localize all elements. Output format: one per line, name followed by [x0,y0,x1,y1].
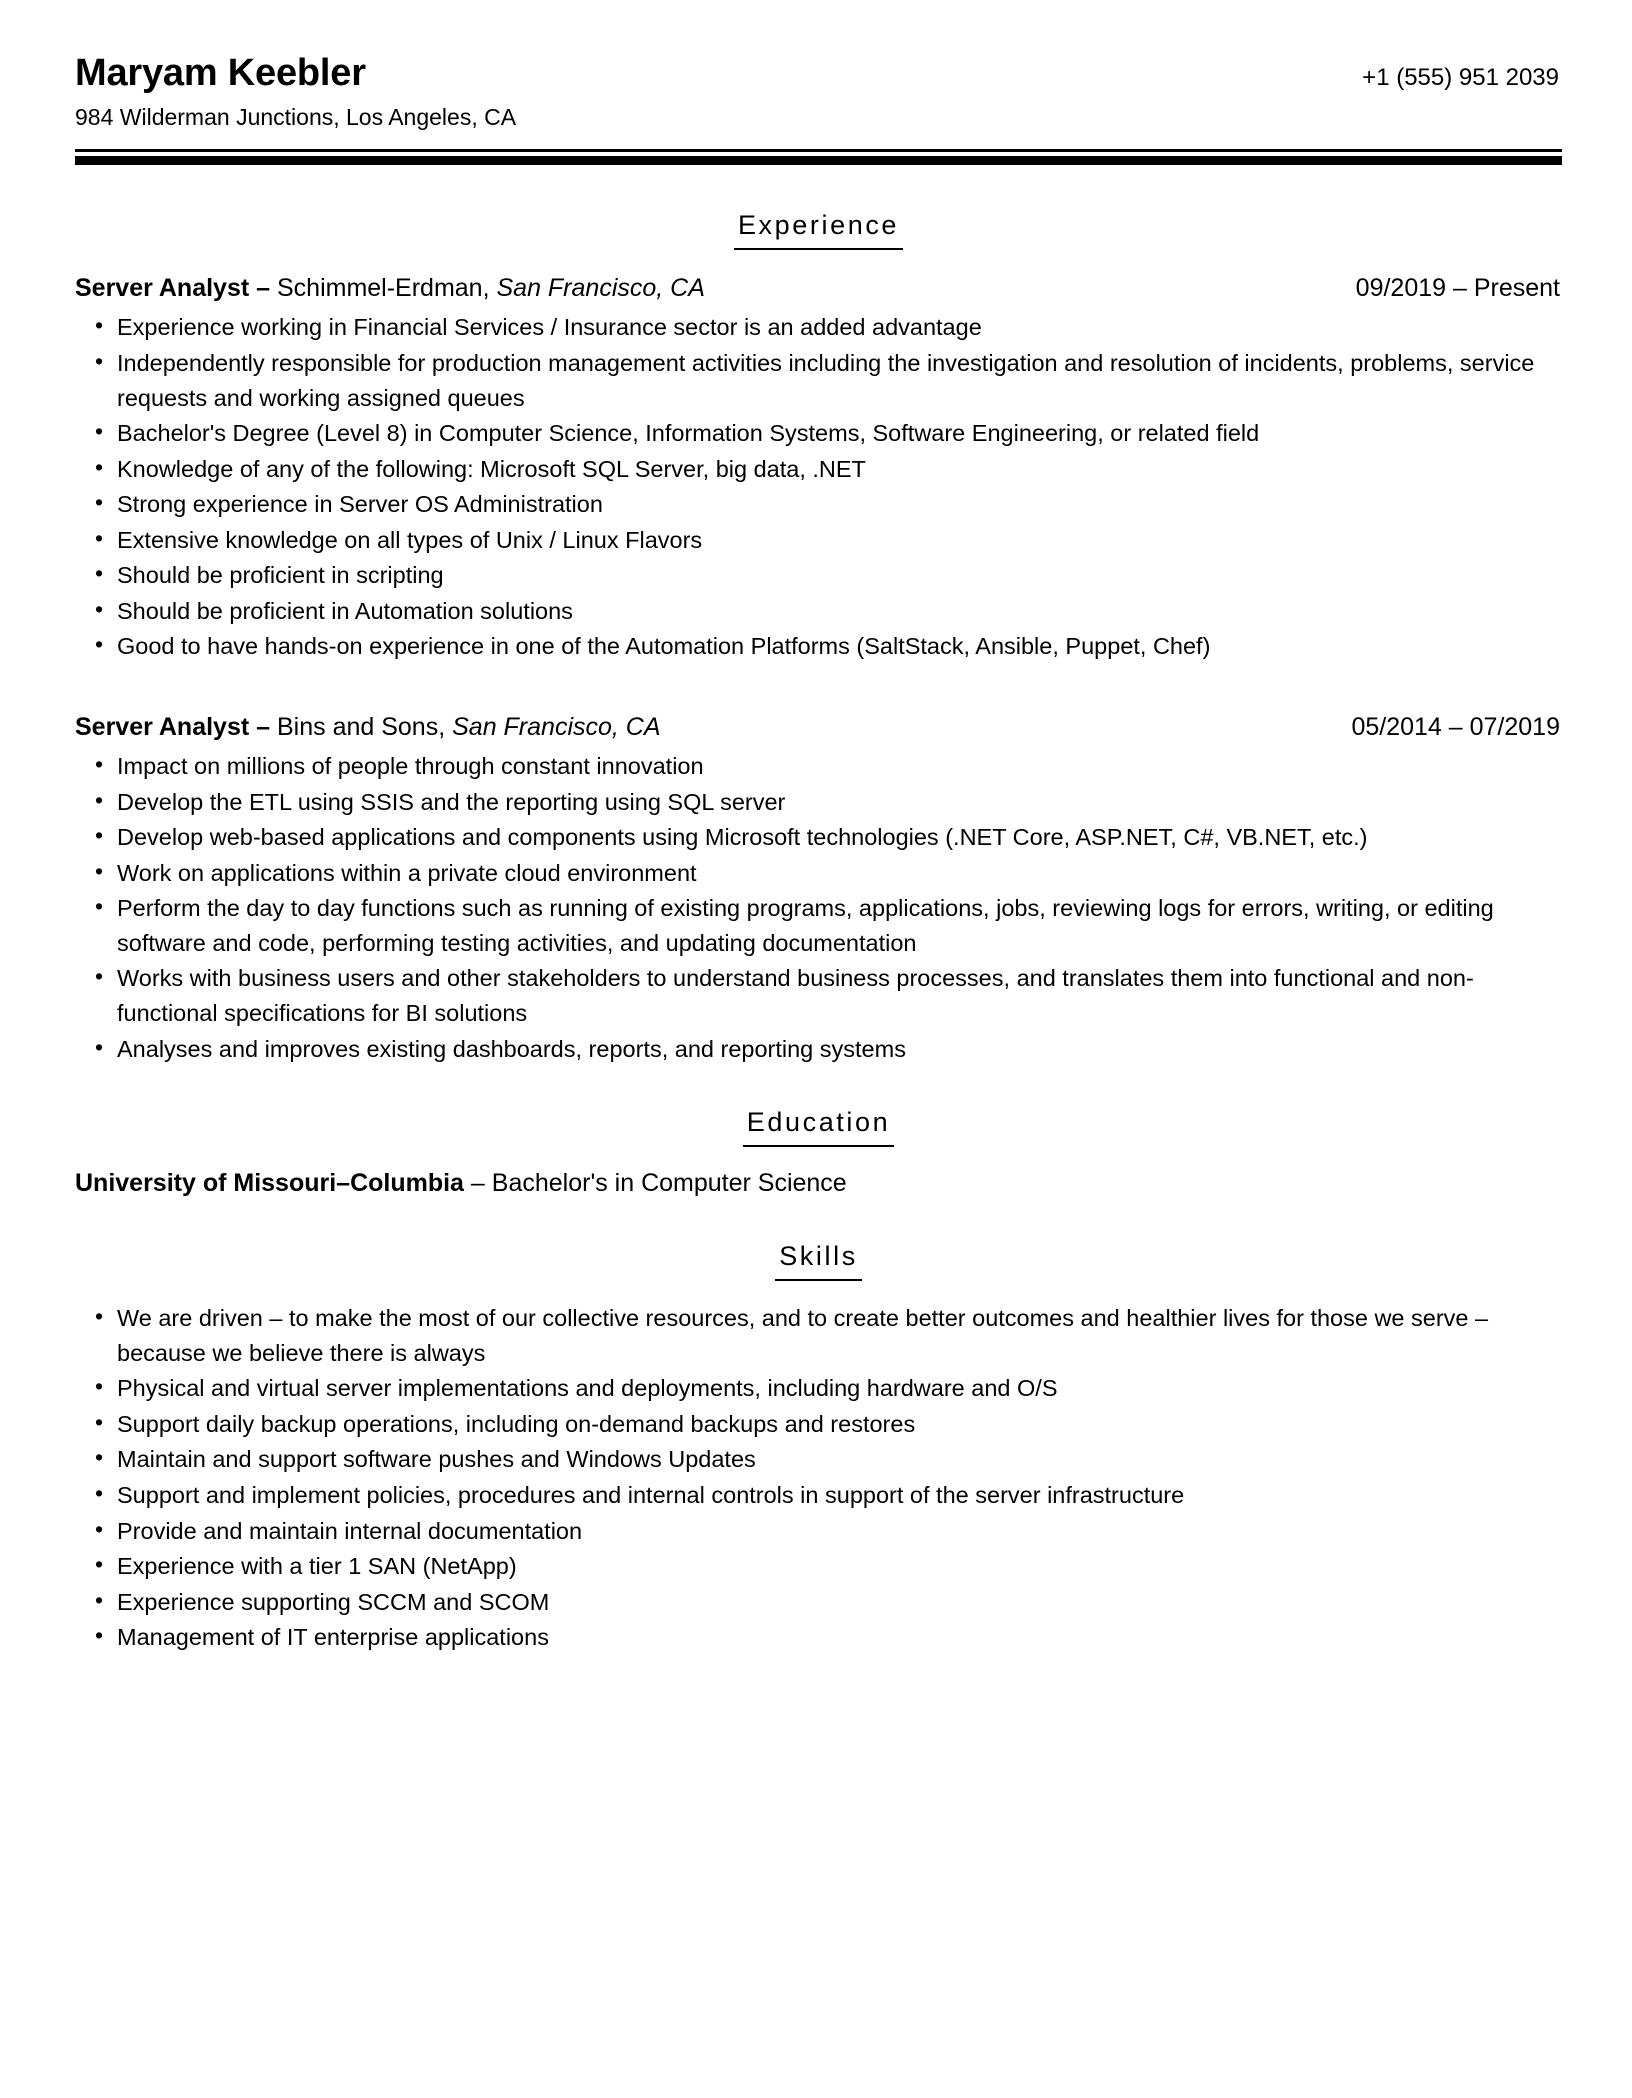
list-item: • Physical and virtual server implementations and deployments, including hardware and O/S [75,1371,1562,1406]
experience-entry-title [75,272,705,305]
job-separator: – [256,273,277,302]
list-item: • Good to have hands-on experience in one of the Automation Platforms (SaltStack, Ansible, Puppet, Chef) [75,629,1562,664]
job-role: Server Analyst [75,273,257,302]
job-company: Schimmel-Erdman, [276,273,497,302]
list-item: • Perform the day to day functions such as running of existing programs, applications, jobs, reviewing logs for errors, writing, or editing software and code, performing testing activities, and updating documentation [75,891,1562,960]
list-item: • Should be proficient in scripting [75,558,1562,593]
section-heading-education [75,1106,1562,1147]
candidate-phone: +1 (555) 951 2039 [1362,64,1559,91]
list-item: • Extensive knowledge on all types of Unix / Linux Flavors [75,523,1562,558]
list-item: • Bachelor's Degree (Level 8) in Computer Science, Information Systems, Software Engineering, or related field [75,416,1562,451]
list-item: • Analyses and improves existing dashboards, reports, and reporting systems [75,1032,1562,1067]
experience-entry-spacer [75,665,1562,707]
list-item: • Experience working in Financial Services / Insurance sector is an added advantage [75,310,1562,345]
section-heading-experience-label: Experience [734,209,903,250]
education-entry [75,1167,1562,1200]
list-item: • Work on applications within a private cloud environment [75,856,1562,891]
section-heading-education-label: Education [743,1106,895,1147]
list-item: • Experience with a tier 1 SAN (NetApp) [75,1549,1562,1584]
header-top-row [75,52,1562,95]
experience-entry-title [75,711,661,744]
candidate-address: 984 Wilderman Junctions, Los Angeles, CA [75,103,517,130]
header-divider [75,149,1562,165]
job-company: Bins and Sons, [276,712,453,741]
job-location: San Francisco, CA [496,273,705,302]
list-item: • Develop the ETL using SSIS and the reporting using SQL server [75,785,1562,820]
section-heading-skills-label: Skills [775,1240,862,1281]
list-item: • Knowledge of any of the following: Microsoft SQL Server, big data, .NET [75,452,1562,487]
education-degree: – Bachelor's in Computer Science [470,1169,847,1198]
list-item: • Provide and maintain internal documentation [75,1514,1562,1549]
job-role: Server Analyst [75,712,257,741]
list-item: • Support daily backup operations, including on-demand backups and restores [75,1407,1562,1442]
job-location: San Francisco, CA [452,712,661,741]
education-school: University of Missouri–Columbia [75,1169,471,1198]
candidate-name: Maryam Keebler [75,52,366,94]
section-heading-skills [75,1240,1562,1281]
list-item: • Should be proficient in Automation solutions [75,594,1562,629]
list-item: • Develop web-based applications and components using Microsoft technologies (.NET Core, ASP.NET, C#, VB.NET, etc.) [75,820,1562,855]
job-separator: – [256,712,277,741]
list-item: • Maintain and support software pushes and Windows Updates [75,1442,1562,1477]
section-heading-experience [75,209,1562,250]
job-dates: 09/2019 – Present [1355,273,1560,302]
resume-header [75,52,1562,165]
list-item: • Experience supporting SCCM and SCOM [75,1585,1562,1620]
list-item: • Impact on millions of people through constant innovation [75,749,1562,784]
list-item: • Independently responsible for production management activities including the investigation and resolution of incidents, problems, service requests and working assigned queues [75,346,1562,415]
list-item: • Strong experience in Server OS Administration [75,487,1562,522]
experience-entry [75,711,1562,1066]
skills-bullet-list [75,1301,1562,1654]
list-item: • Management of IT enterprise applications [75,1620,1562,1655]
experience-bullet-list [75,310,1562,663]
header-divider-thick-line [75,156,1562,165]
experience-entry-header [75,272,1562,305]
list-item: • Works with business users and other stakeholders to understand business processes, and translates them into functional and non-functional specifications for BI solutions [75,961,1562,1030]
experience-entry [75,272,1562,664]
experience-bullet-list [75,749,1562,1066]
experience-entry-header [75,711,1562,744]
list-item: • Support and implement policies, procedures and internal controls in support of the server infrastructure [75,1478,1562,1513]
list-item: • We are driven – to make the most of our collective resources, and to create better outcomes and healthier lives for those we serve – because we believe there is always [75,1301,1562,1370]
job-dates: 05/2014 – 07/2019 [1351,712,1560,741]
